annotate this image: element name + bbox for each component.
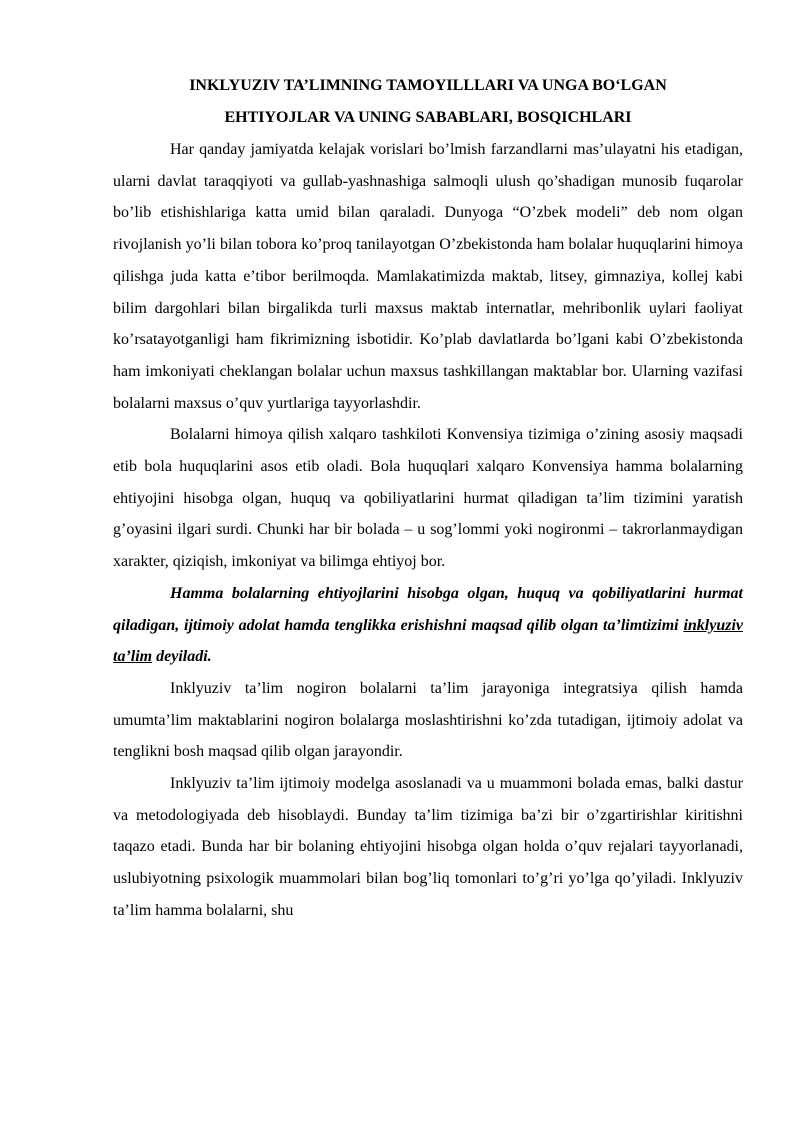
document-page [113,70,743,927]
definition-ending: deyiladi. [152,648,212,666]
document-title [113,70,743,134]
paragraph-3-definition [113,578,743,673]
paragraph-2: Bolalarni himoya qilish xalqaro tashkiloti Konvensiya tizimiga o’zining asosiy maqsadi etib bola huquqlarini asos etib oladi. Bola huquqlari xalqaro Konvensiya hamma bolalarning ehtiyojini hisobga olgan, huquq va qobiliyatlarini hurmat qiladigan ta’lim tizimini yaratish g’oyasini ilgari surdi. Chunki har bir bolada – u sog’lommi yoki nogironmi – takrorlanmaydigan xarakter, qiziqish, imkoniyat va bilimga ehtiyoj bor. [113,426,743,571]
paragraph-4: Inklyuziv ta’lim nogiron bolalarni ta’lim jarayoniga integratsiya qilish hamda umumta’lim maktablarini nogiron bolalarga moslashtirishni ko’zda tutadigan, ijtimoiy adolat va tenglikni bosh maqsad qilib olgan jarayondir. [113,679,743,761]
paragraph-5: Inklyuziv ta’lim ijtimoiy modelga asoslanadi va u muammoni bolada emas, balki dastur va metodologiyada deb hisoblaydi. Bunday ta’lim tizimiga ba’zi bir o’zgartirishlar kiritishni taqazo etadi. Bunda har bir bolaning ehtiyojini hisobga olgan holda o’quv rejalari tayyorlanadi, uslubiyotning psixologik muammolari bilan bog’liq tomonlari to’g’ri yo’lga qo’yiladi. Inklyuziv ta’lim hamma bolalarni, shu [113,775,743,919]
title-line-2: EHTIYOJLAR VA UNING SABABLARI, BOSQICHLARI [224,109,632,126]
paragraph-1: Har qanday jamiyatda kelajak vorislari bo’lmish farzandlarni mas’ulayatni his etadigan, ularni davlat taraqqiyoti va gullab-yashnashiga salmoqli ulush qo’shadigan munosib fuqarolar bo’lib etishishlariga katta umid bilan qaraladi. Dunyoga “O’zbek modeli” deb nom olgan rivojlanish yo’li bilan tobora ko’proq tanilayotgan O’zbekistonda ham bolalar huquqlarini himoya qilishga juda katta e’tibor berilmoqda. Mamlakatimizda maktab, litsey, gimnaziya, kollej kabi bilim dargohlari bilan birgalikda turli maxsus maktab internatlar, mehribonlik uylari faoliyat ko’rsatayotganligi ham fikrimizning isbotidir. Ko’plab davlatlarda bo’lgani kabi O’zbekistonda ham imkoniyati cheklangan bolalar uchun maxsus tashkillangan maktablar bor. Ularning vazifasi bolalarni maxsus o’quv yurtlariga tayyorlashdir. [113,141,743,412]
definition-text: Hamma bolalarning ehtiyojlarini hisobga olgan, huquq va qobiliyatlarini hurmat qiladigan, ijtimoiy adolat hamda tenglikka erishishni maqsad qilib olgan ta’limtizimi [113,584,743,634]
definition-term: inklyuziv ta’lim [113,616,743,666]
title-line-1: INKLYUZIV TA’LIMNING TAMOYILLLARI VA UNGA BO‘LGAN [189,77,667,94]
